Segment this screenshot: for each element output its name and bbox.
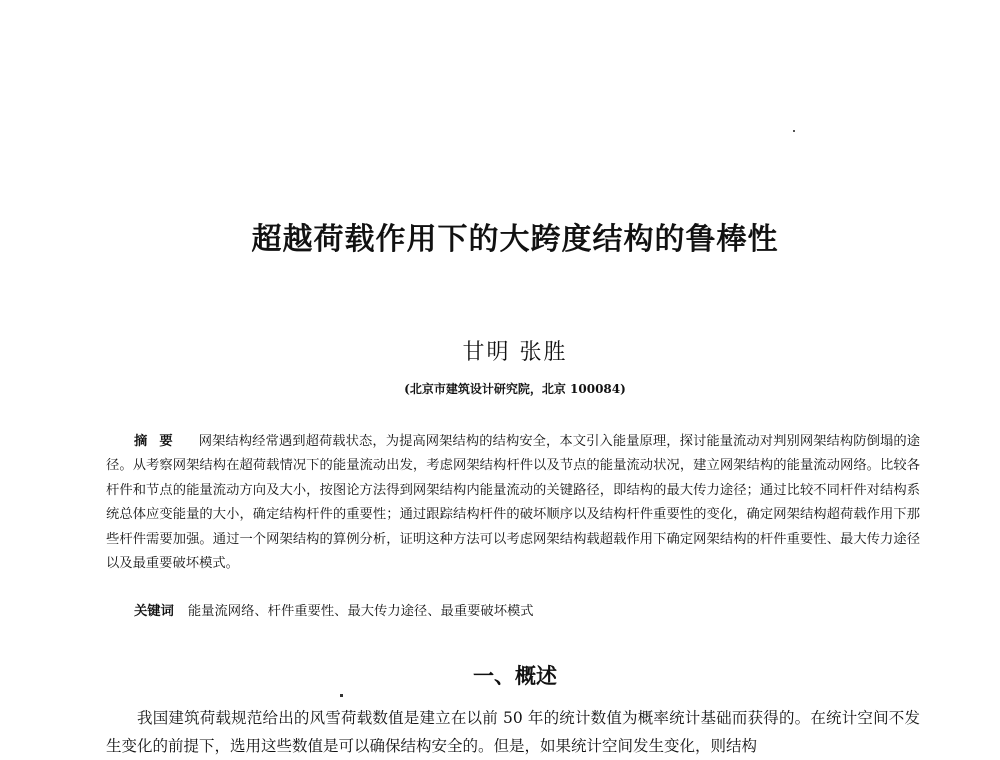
- keywords: [134, 600, 914, 619]
- section-body-text: 我国建筑荷载规范给出的风雪荷载数值是建立在以前 50 年的统计数值为概率统计基础而获得的。在统计空间不发生变化的前提下，选用这些数值是可以确保结构安全的。但是，如果统计空间发生变化，则结构: [106, 709, 920, 755]
- paper-title: 超越荷载作用下的大跨度结构的鲁棒性: [251, 222, 779, 257]
- affiliation: (北京市建筑设计研究院，北京 100084): [404, 382, 626, 396]
- section-heading: 一、概述: [473, 664, 557, 688]
- scan-speck: [793, 130, 795, 132]
- abstract: [106, 430, 920, 576]
- scan-speck: [340, 694, 343, 697]
- keywords-text: 能量流网络、杆件重要性、最大传力途径、最重要破坏模式: [187, 604, 534, 619]
- abstract-text: 网架结构经常遇到超荷载状态，为提高网架结构的结构安全，本文引入能量原理，探讨能量流动对判别网架结构防倒塌的途径。从考察网架结构在超荷载情况下的能量流动出发，考虑网架结构杆件以及节点的能量流动状况，建立网架结构的能量流动网络。比较各杆件和节点的能量流动方向及大小，按图论方法得到网架结构内能量流动的关键路径，即结构的最大传力途径；通过比较不同杆件对结构系统总体应变能量的大小，确定结构杆件的重要性；通过跟踪结构杆件的破坏顺序以及结构杆件重要性的变化，确定网架结构超荷载作用下那些杆件需要加强。通过一个网架结构的算例分析，证明这种方法可以考虑网架结构载超载作用下确定网架结构的杆件重要性、最大传力途径以及最重要破坏模式。: [106, 434, 921, 572]
- keywords-label: 关键词: [134, 604, 174, 619]
- abstract-label: 摘要: [134, 434, 185, 449]
- authors: 甘明 张胜: [462, 340, 568, 365]
